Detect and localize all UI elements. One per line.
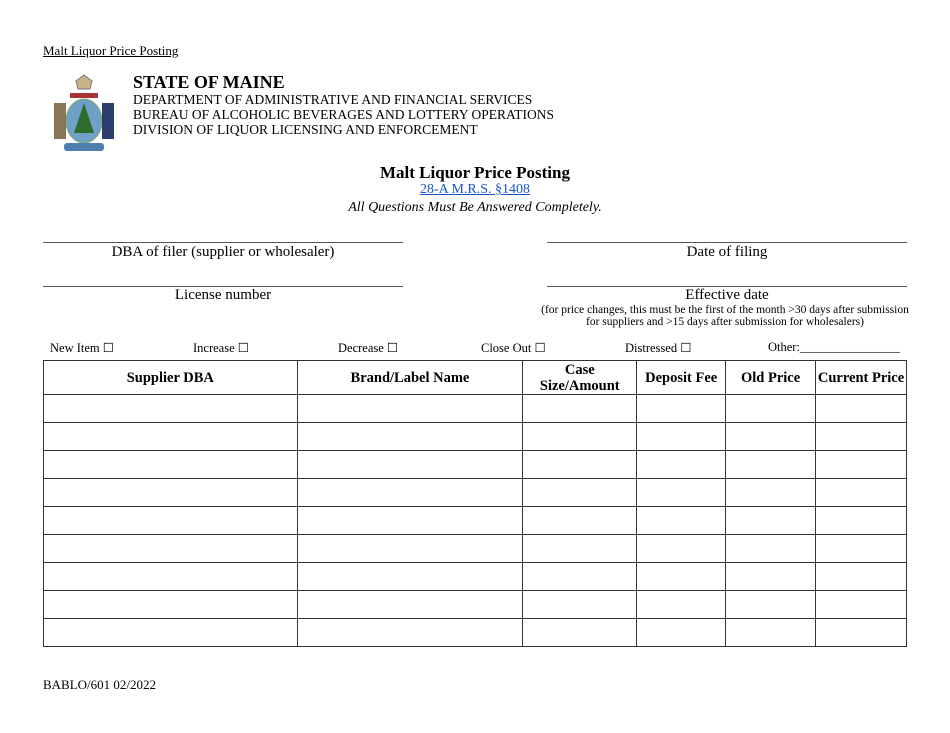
statute-link[interactable] [0, 182, 950, 198]
table-cell[interactable] [523, 479, 637, 507]
effective-date-note-2: for suppliers and >15 days after submission for wholesalers) [586, 316, 864, 328]
table-cell[interactable] [726, 507, 816, 535]
table-cell[interactable] [637, 619, 726, 647]
form-number: BABLO/601 02/2022 [43, 677, 157, 692]
date-filing-field[interactable] [547, 242, 907, 243]
checkbox-increase[interactable]: Increase ☐ [193, 341, 249, 355]
table-cell[interactable] [637, 479, 726, 507]
table-row [44, 451, 907, 479]
table-cell[interactable] [816, 619, 907, 647]
table-cell[interactable] [816, 479, 907, 507]
table-row [44, 591, 907, 619]
table-cell[interactable] [637, 507, 726, 535]
table-row [44, 563, 907, 591]
table-cell[interactable] [297, 479, 523, 507]
checkbox-decrease[interactable]: Decrease ☐ [338, 341, 399, 355]
form-title: Malt Liquor Price Posting [380, 163, 570, 182]
table-cell[interactable] [297, 451, 523, 479]
table-cell[interactable] [297, 395, 523, 423]
form-instruction: All Questions Must Be Answered Completely. [348, 200, 602, 215]
table-cell[interactable] [637, 591, 726, 619]
dba-field[interactable] [43, 242, 403, 243]
table-cell[interactable] [44, 591, 298, 619]
table-cell[interactable] [523, 535, 637, 563]
price-table [43, 360, 907, 647]
table-cell[interactable] [297, 535, 523, 563]
table-cell[interactable] [297, 563, 523, 591]
other-field[interactable]: Other:________________ [768, 340, 900, 354]
table-cell[interactable] [44, 423, 298, 451]
table-cell[interactable] [44, 619, 298, 647]
table-cell[interactable] [523, 563, 637, 591]
table-row [44, 619, 907, 647]
table-cell[interactable] [44, 535, 298, 563]
table-cell[interactable] [726, 619, 816, 647]
effective-date-label: Effective date [685, 287, 769, 303]
table-cell[interactable] [726, 423, 816, 451]
table-cell[interactable] [297, 507, 523, 535]
table-cell[interactable] [523, 451, 637, 479]
table-cell[interactable] [523, 619, 637, 647]
table-cell[interactable] [726, 395, 816, 423]
license-label: License number [174, 287, 272, 303]
table-cell[interactable] [637, 423, 726, 451]
col-brand-label: Brand/Label Name [297, 361, 523, 395]
col-supplier-dba: Supplier DBA [44, 361, 298, 395]
table-row [44, 479, 907, 507]
department-line: DEPARTMENT OF ADMINISTRATIVE AND FINANCIAL SERVICES [133, 92, 533, 107]
table-cell[interactable] [816, 535, 907, 563]
table-header-row [44, 361, 907, 395]
table-cell[interactable] [44, 507, 298, 535]
col-case-size: Case Size/Amount [523, 361, 637, 395]
table-cell[interactable] [816, 507, 907, 535]
bureau-line: BUREAU OF ALCOHOLIC BEVERAGES AND LOTTERY OPERATIONS [133, 107, 555, 122]
table-cell[interactable] [297, 591, 523, 619]
state-title: STATE OF MAINE [133, 72, 285, 92]
checkbox-close-out[interactable]: Close Out ☐ [481, 341, 546, 355]
checkbox-distressed[interactable]: Distressed ☐ [625, 341, 692, 355]
effective-date-note-1: (for price changes, this must be the first of the month >30 days after submission [541, 304, 909, 316]
checkbox-new-item[interactable]: New Item ☐ [50, 341, 114, 355]
table-cell[interactable] [297, 423, 523, 451]
table-cell[interactable] [44, 395, 298, 423]
table-cell[interactable] [726, 535, 816, 563]
col-current-price: Current Price [816, 361, 907, 395]
table-cell[interactable] [44, 479, 298, 507]
col-old-price: Old Price [726, 361, 816, 395]
division-line: DIVISION OF LIQUOR LICENSING AND ENFORCEMENT [133, 122, 478, 137]
table-cell[interactable] [523, 507, 637, 535]
table-cell[interactable] [637, 563, 726, 591]
header-link[interactable]: Malt Liquor Price Posting [43, 43, 179, 58]
table-row [44, 507, 907, 535]
table-row [44, 535, 907, 563]
table-cell[interactable] [816, 395, 907, 423]
table-cell[interactable] [726, 479, 816, 507]
table-cell[interactable] [726, 591, 816, 619]
table-cell[interactable] [816, 563, 907, 591]
table-cell[interactable] [726, 563, 816, 591]
dba-label: DBA of filer (supplier or wholesaler) [111, 244, 335, 260]
table-cell[interactable] [297, 619, 523, 647]
table-cell[interactable] [44, 451, 298, 479]
table-row [44, 423, 907, 451]
table-cell[interactable] [637, 451, 726, 479]
table-cell[interactable] [637, 535, 726, 563]
table-cell[interactable] [523, 591, 637, 619]
table-cell[interactable] [44, 563, 298, 591]
col-deposit-fee: Deposit Fee [637, 361, 726, 395]
table-cell[interactable] [637, 395, 726, 423]
table-cell[interactable] [523, 423, 637, 451]
state-seal-icon [50, 73, 118, 157]
table-cell[interactable] [816, 451, 907, 479]
table-cell[interactable] [523, 395, 637, 423]
organization-block [133, 72, 554, 137]
date-filing-label: Date of filing [686, 244, 768, 260]
table-cell[interactable] [816, 591, 907, 619]
table-row [44, 395, 907, 423]
table-cell[interactable] [816, 423, 907, 451]
statute-link-text[interactable]: 28-A M.R.S. §1408 [419, 182, 531, 197]
table-cell[interactable] [726, 451, 816, 479]
